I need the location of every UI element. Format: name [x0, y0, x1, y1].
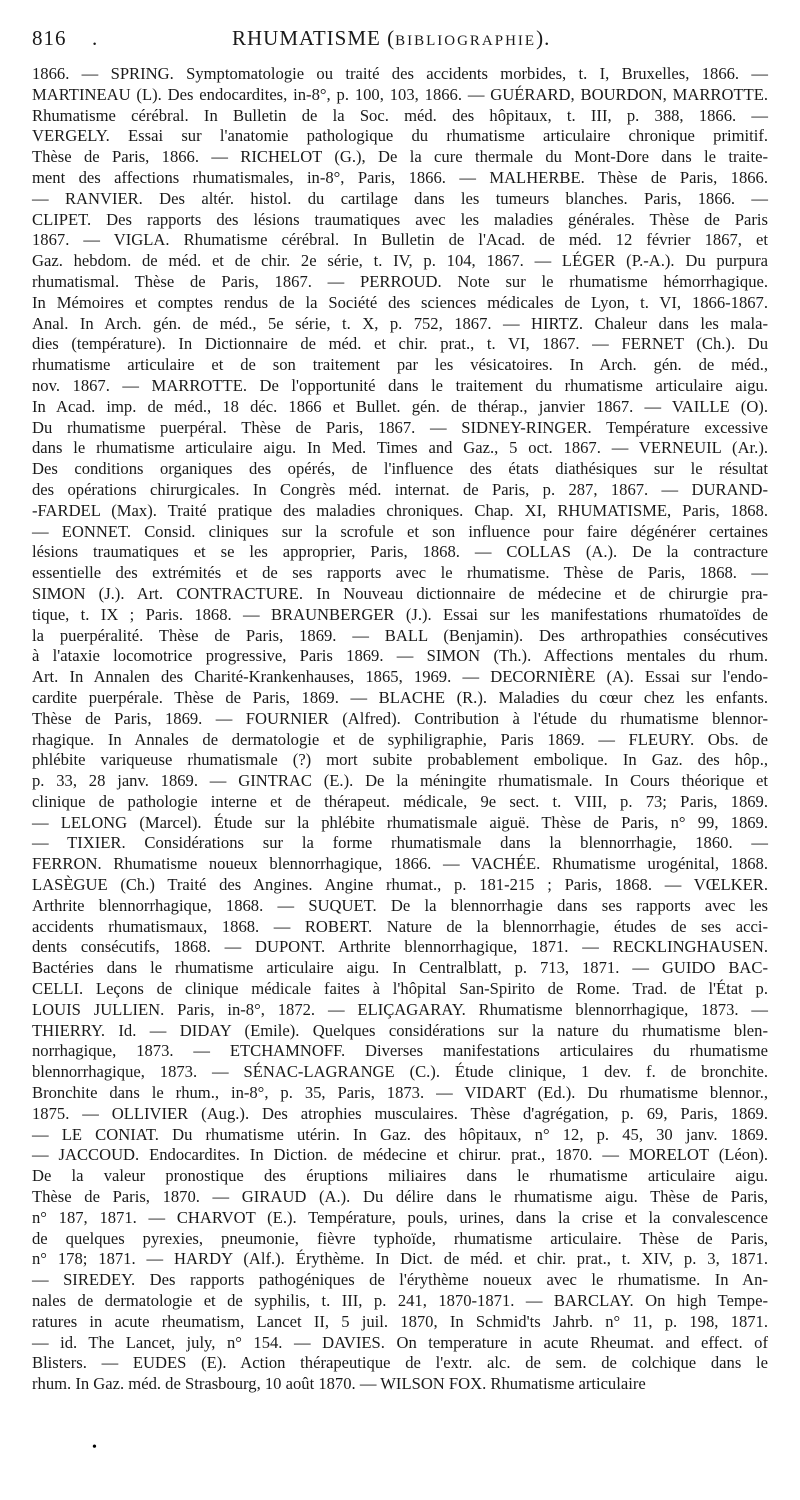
text-line: LOUIS JULLIEN. Paris, in-8°, 1872. — ELIÇAGARAY. Rhumatisme blennorrhagique, 1873. — [32, 999, 768, 1019]
text-line: — SIREDEY. Des rapports pathogéniques de l'érythème noueux avec le rhumatisme. In An- [32, 1270, 768, 1290]
text-line: rhumatisme articulaire et de son traitement par les vésicatoires. In Arch. gén. de méd., [32, 355, 768, 375]
text-line: des opérations chirurgicales. In Congrès méd. internat. de Paris, p. 287, 1867. — DURAND- [32, 479, 768, 499]
text-line: ratures in acute rheumatism, Lancet II, 5 juil. 1870, In Schmid'ts Jahrb. n° 11, p. 198, 1871. [32, 1311, 768, 1331]
text-line: De la valeur pronostique des éruptions miliaires dans le rhumatisme articulaire aigu. [32, 1166, 768, 1186]
text-line: dans le rhumatisme articulaire aigu. In Med. Times and Gaz., 5 oct. 1867. — VERNEUIL (Ar.). [32, 438, 768, 458]
text-line: lésions traumatiques et se les approprier, Paris, 1868. — COLLAS (A.). De la contracture [32, 542, 768, 562]
text-line: CELLI. Leçons de clinique médicale faites à l'hôpital San-Spirito de Rome. Trad. de l'État p. [32, 979, 768, 999]
text-line: Du rhumatisme puerpéral. Thèse de Paris, 1867. — SIDNEY-RINGER. Température excessive [32, 417, 768, 437]
text-line: — EONNET. Consid. cliniques sur la scrofule et son influence pour faire dégénérer certaines [32, 521, 768, 541]
text-line: n° 187, 1871. — CHARVOT (E.). Température, pouls, urines, dans la crise et la convalescence [32, 1207, 768, 1227]
text-line: — id. The Lancet, july, n° 154. — DAVIES. On temperature in acute Rheumat. and effect. of [32, 1332, 768, 1352]
running-title-main: RHUMATISME ( [232, 26, 396, 50]
text-line: blennorrhagique, 1873. — SÉNAC-LAGRANGE (C.). Étude clinique, 1 dev. f. de bronchite. [32, 1062, 768, 1082]
text-line: dents consécutifs, 1868. — DUPONT. Arthrite blennorrhagique, 1871. — RECKLINGHAUSEN. [32, 937, 768, 957]
text-line: la puerpéralité. Thèse de Paris, 1869. — BALL (Benjamin). Des arthropathies consécutives [32, 625, 768, 645]
text-line: cardite puerpérale. Thèse de Paris, 1869. — BLACHE (R.). Maladies du cœur chez les enfants. [32, 687, 768, 707]
text-line: SIMON (J.). Art. CONTRACTURE. In Nouveau dictionnaire de médecine et de chirurgie pra- [32, 583, 768, 603]
text-line: Rhumatisme cérébral. In Bulletin de la Soc. méd. des hôpitaux, t. III, p. 388, 1866. — [32, 105, 768, 125]
text-line: -FARDEL (Max). Traité pratique des maladies chroniques. Chap. XI, RHUMATISME, Paris, 1868. [32, 500, 768, 520]
text-line: VERGELY. Essai sur l'anatomie pathologique du rhumatisme articulaire chronique primitif. [32, 126, 768, 146]
text-line: tique, t. IX ; Paris. 1868. — BRAUNBERGER (J.). Essai sur les manifestations rhumatoïdes de [32, 604, 768, 624]
text-line: Art. In Annalen des Charité-Krankenhauses, 1865, 1969. — DECORNIÈRE (A). Essai sur l'endo- [32, 667, 768, 687]
text-line: Blisters. — EUDES (E). Action thérapeutique de l'extr. alc. de sem. de colchique dans le [32, 1353, 768, 1373]
text-line: Arthrite blennorrhagique, 1868. — SUQUET. De la blennorrhagie dans ses rapports avec les [32, 895, 768, 915]
text-line: rhum. In Gaz. méd. de Strasbourg, 10 août 1870. — WILSON FOX. Rhumatisme articulaire [32, 1374, 646, 1394]
text-line: — JACCOUD. Endocardites. In Diction. de médecine et chirur. prat., 1870. — MORELOT (Léon). [32, 1145, 768, 1165]
text-line: Thèse de Paris, 1866. — RICHELOT (G.), De la cure thermale du Mont-Dore dans le traite- [32, 147, 768, 167]
text-line: FERRON. Rhumatisme noueux blennorrhagique, 1866. — VACHÉE. Rhumatisme urogénital, 1868. [32, 854, 768, 874]
text-line: — LE CONIAT. Du rhumatisme utérin. In Gaz. des hôpitaux, n° 12, p. 45, 30 janv. 1869. [32, 1124, 768, 1144]
text-line: rhagique. In Annales de dermatologie et de syphiligraphie, Paris 1869. — FLEURY. Obs. de [32, 729, 768, 749]
running-title-close: ). [536, 26, 551, 50]
text-line: CLIPET. Des rapports des lésions traumatiques avec les maladies générales. Thèse de Paris [32, 209, 768, 229]
book-page [32, 26, 768, 1395]
text-line: n° 178; 1871. — HARDY (Alf.). Érythème. In Dict. de méd. et chir. prat., t. XIV, p. 3, 1871. [32, 1249, 768, 1269]
text-line: nales de dermatologie et de syphilis, t. III, p. 241, 1870-1871. — BARCLAY. On high Tempe- [32, 1291, 768, 1311]
text-line: dies (température). In Dictionnaire de méd. et chir. prat., t. VI, 1867. — FERNET (Ch.). Du [32, 334, 768, 354]
text-line: Anal. In Arch. gén. de méd., 5e série, t. X, p. 752, 1867. — HIRTZ. Chaleur dans les mala- [32, 313, 768, 333]
text-line: Thèse de Paris, 1870. — GIRAUD (A.). Du délire dans le rhumatisme aigu. Thèse de Paris, [32, 1187, 768, 1207]
text-line: ment des affections rhumatismales, in-8°, Paris, 1866. — MALHERBE. Thèse de Paris, 1866. [32, 167, 768, 187]
text-line: Bactéries dans le rhumatisme articulaire aigu. In Centralblatt, p. 713, 1871. — GUIDO BAC- [32, 958, 768, 978]
text-line: 1867. — VIGLA. Rhumatisme cérébral. In Bulletin de l'Acad. de méd. 12 février 1867, et [32, 230, 768, 250]
text-line: In Mémoires et comptes rendus de la Société des sciences médicales de Lyon, t. VI, 1866-1867. [32, 292, 768, 312]
text-line: 1866. — SPRING. Symptomatologie ou traité des accidents morbides, t. I, Bruxelles, 1866. — [32, 64, 768, 83]
text-line: de quelques pyrexies, pneumonie, fièvre typhoïde, rhumatisme articulaire. Thèse de Paris, [32, 1228, 768, 1248]
text-line: à l'ataxie locomotrice progressive, Paris 1869. — SIMON (Th.). Affections mentales du rhum. [32, 646, 768, 666]
footer-mark: • [92, 1440, 97, 1455]
running-title [232, 26, 550, 51]
text-line: In Acad. imp. de méd., 18 déc. 1866 et Bullet. gén. de thérap., janvier 1867. — VAILLE (O). [32, 396, 768, 416]
text-line: rhumatismal. Thèse de Paris, 1867. — PERROUD. Note sur le rhumatisme hémorrhagique. [32, 271, 768, 291]
page-number: 816 [32, 26, 67, 50]
text-line: Thèse de Paris, 1869. — FOURNIER (Alfred). Contribution à l'étude du rhumatisme blennor- [32, 708, 768, 728]
text-line: — RANVIER. Des altér. histol. du cartilage dans les tumeurs blanches. Paris, 1866. — [32, 188, 768, 208]
text-line: norrhagique, 1873. — ETCHAMNOFF. Diverses manifestations articulaires du rhumatisme [32, 1041, 768, 1061]
text-line: MARTINEAU (L). Des endocardites, in-8°, p. 100, 103, 1866. — GUÉRARD, BOURDON, MARROTTE. [32, 84, 768, 104]
running-title-section: BIBLIOGRAPHIE [395, 33, 537, 49]
text-line: THIERRY. Id. — DIDAY (Emile). Quelques considérations sur la nature du rhumatisme blen- [32, 1020, 768, 1040]
text-line: Bronchite dans le rhum., in-8°, p. 35, Paris, 1873. — VIDART (Ed.). Du rhumatisme blennor., [32, 1083, 768, 1103]
bibliography-text [32, 64, 768, 1395]
text-line: clinique de pathologie interne et de thérapeut. médicale, 9e sect. t. VIII, p. 73; Paris, 1869. [32, 791, 768, 811]
running-header [32, 26, 768, 64]
text-line: — TIXIER. Considérations sur la forme rhumatismale dans la blennorrhagie, 1860. — [32, 833, 768, 853]
text-line: — LELONG (Marcel). Étude sur la phlébite rhumatismale aiguë. Thèse de Paris, n° 99, 1869. [32, 812, 768, 832]
text-line: accidents rhumatismaux, 1868. — ROBERT. Nature de la blennorrhagie, études de ses acci- [32, 916, 768, 936]
text-line: nov. 1867. — MARROTTE. De l'opportunité dans le traitement du rhumatisme articulaire aigu. [32, 375, 768, 395]
text-line: LASÈGUE (Ch.) Traité des Angines. Angine rhumat., p. 181-215 ; Paris, 1868. — VŒLKER. [32, 875, 768, 895]
header-separator: . [92, 26, 99, 50]
text-line: Des conditions organiques des opérés, de l'influence des états diathésiques sur le résultat [32, 459, 768, 479]
text-line: Gaz. hebdom. de méd. et de chir. 2e série, t. IV, p. 104, 1867. — LÉGER (P.-A.). Du purpura [32, 251, 768, 271]
text-line: phlébite variqueuse rhumatismale (?) mort subite probablement embolique. In Gaz. des hôp., [32, 750, 768, 770]
text-line: p. 33, 28 janv. 1869. — GINTRAC (E.). De la méningite rhumatismale. In Cours théorique et [32, 771, 768, 791]
text-line: 1875. — OLLIVIER (Aug.). Des atrophies musculaires. Thèse d'agrégation, p. 69, Paris, 1869. [32, 1103, 768, 1123]
text-line: essentielle des extrémités et de ses rapports avec le rhumatisme. Thèse de Paris, 1868. — [32, 563, 768, 583]
